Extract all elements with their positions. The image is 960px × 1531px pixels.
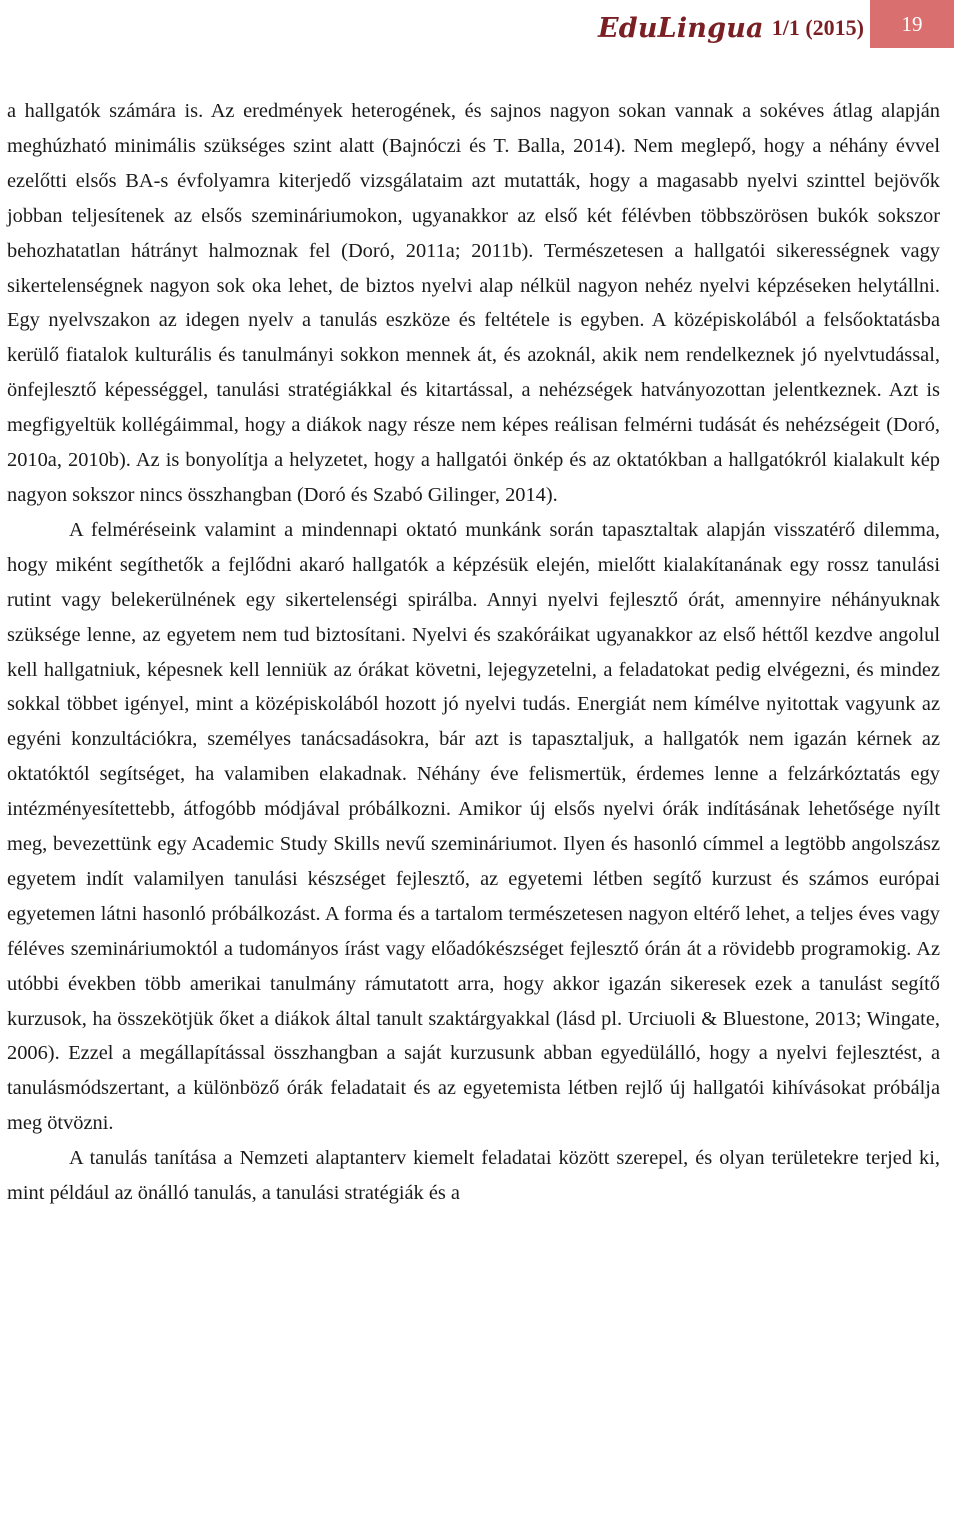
journal-running-head: [598, 6, 864, 50]
page-number-box: [870, 0, 954, 48]
page-header: [0, 0, 960, 56]
journal-name: EduLingua: [597, 12, 764, 44]
paragraph-1: a hallgatók számára is. Az eredmények heterogének, és sajnos nagyon sokan vannak a sokéves átlag alapján meghúzható minimális szükséges szint alatt (Bajnóczi és T. Balla, 2014). Nem meglepő, hogy a néhány évvel ezelőtti elsős BA-s évfolyamra kiterjedő vizsgálataim azt mutatták, hogy a magasabb nyelvi szinttel bejövők jobban teljesítenek az elsős szemináriumokon, ugyanakkor az első két félévben többszörösen bukók sokszor behozhatatlan hátrányt halmoznak fel (Doró, 2011a; 2011b). Természetesen a hallgatói sikerességnek vagy sikertelenségnek nagyon sok oka lehet, de biztos nyelvi alap nélkül nagyon nehéz nyelvi képzéseken helytállni. Egy nyelvszakon az idegen nyelv a tanulás eszköze és feltétele is egyben. A középiskolából a felsőoktatásba kerülő fiatalok kulturális és tanulmányi sokkon mennek át, és azoknál, akik nem rendelkeznek jó nyelvtudással, önfejlesztő képességgel, tanulási stratégiákkal és kitartással, a nehézségek hatványozottan jelentkeznek. Azt is megfigyeltük kollégáimmal, hogy a diákok nagy része nem képes reálisan felmérni tudását és nehézségeit (Doró, 2010a, 2010b). Az is bonyolítja a helyzetet, hogy a hallgatói önkép és az oktatókban a hallgatókról kialakult kép nagyon sokszor nincs összhangban (Doró és Szabó Gilinger, 2014).: [7, 100, 940, 506]
article-body: [7, 94, 940, 1211]
paragraph-2: A felméréseink valamint a mindennapi oktató munkánk során tapasztaltak alapján visszatérő dilemma, hogy miként segíthetők a fejlődni akaró hallgatók a képzésük elején, mielőtt kialakítanának egy rossz tanulási rutint vagy belekerülnének egy sikertelenségi spirálba. Annyi nyelvi fejlesztő órát, amennyire néhányuknak szüksége lenne, az egyetem nem tud biztosítani. Nyelvi és szakóráikat ugyanakkor az első héttől kezdve angolul kell hallgatniuk, képesnek kell lenniük az órákat követni, lejegyzetelni, a feladatokat pedig elvégezni, és mindez sokkal többet igényel, mint a középiskolából hozott jó nyelvi tudás. Energiát nem kímélve nyitottak vagyunk az egyéni konzultációkra, személyes tanácsadásokra, bár azt is tapasztaljuk, a hallgatók nem igazán kérnek az oktatóktól segítséget, ha valamiben elakadnak. Néhány éve felismertük, érdemes lenne a felzárkóztatás egy intézményesítettebb, átfogóbb módjával próbálkozni. Amikor új elsős nyelvi órák indításának lehetősége nyílt meg, bevezettünk egy Academic Study Skills nevű szemináriumot. Ilyen és hasonló címmel a legtöbb angolszász egyetem indít valamilyen tanulási készséget fejlesztő, az egyetemi létben segítő kurzust és számos európai egyetemen látni hasonló próbálkozást. A forma és a tartalom természetesen nagyon eltérő lehet, a teljes éves vagy féléves szemináriumoktól a tudományos írást vagy előadókészséget fejlesztő órán át a rövidebb programokig. Az utóbbi években több amerikai tanulmány rámutatott arra, hogy akkor igazán sikeresek ezek a tanulást segítő kurzusok, ha összekötjük őket a diákok által tanult szaktárgyakkal (lásd pl. Urciuoli & Bluestone, 2013; Wingate, 2006). Ezzel a megállapítással összhangban a saját kurzusunk abban egyedülálló, hogy a nyelvi fejlesztést, a tanulásmódszertant, a különböző órák feladatait és az egyetemista létben rejlő új hallgatói kihívásokat próbálja meg ötvözni.: [7, 518, 940, 1135]
paragraph-3: A tanulás tanítása a Nemzeti alaptanterv kiemelt feladatai között szerepel, és olyan területekre terjed ki, mint például az önálló tanulás, a tanulási stratégiák és a: [7, 1147, 940, 1205]
page-number: 19: [901, 11, 923, 36]
journal-issue: 1/1 (2015): [771, 15, 864, 40]
